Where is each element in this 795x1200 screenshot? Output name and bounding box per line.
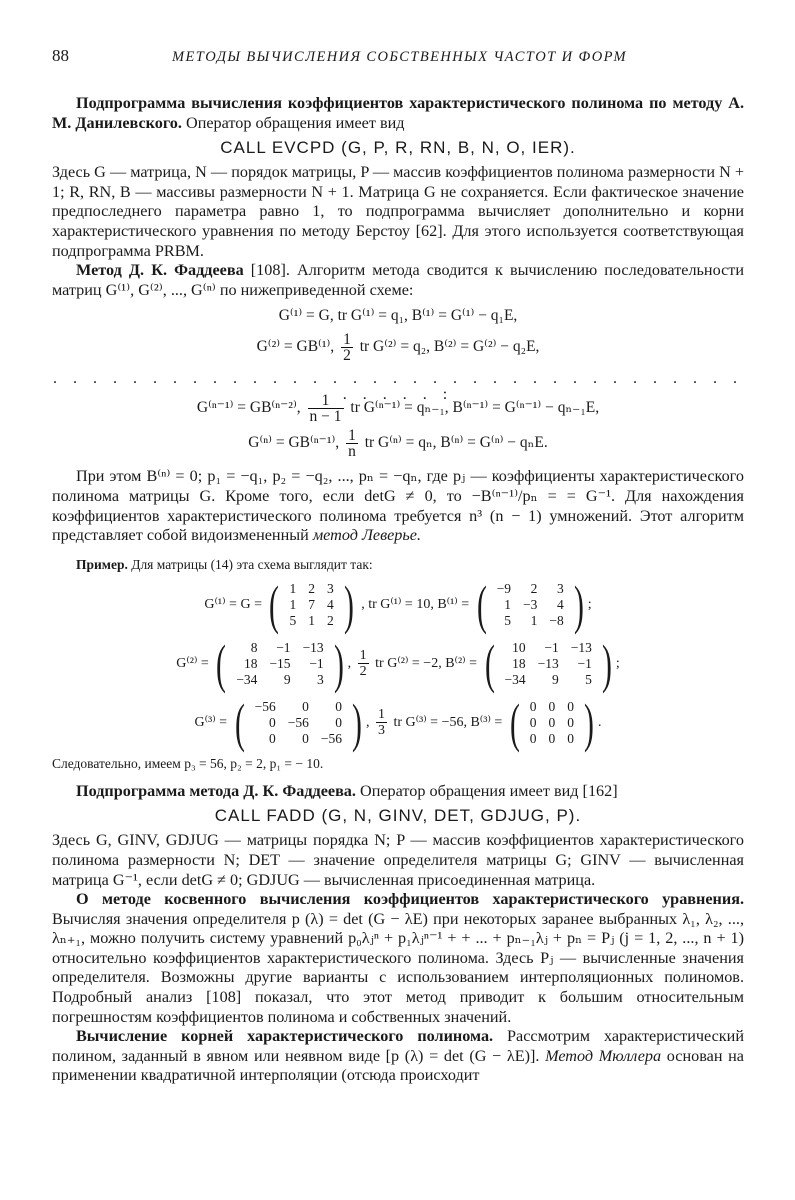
matrix-cell: 5 [585,671,592,687]
section-faddeev: Метод Д. К. Фаддеева [108]. Алгоритм метода сводится к вычислению последовательности матриц G⁽¹⁾, G⁽²⁾, ..., G⁽ⁿ⁾ по нижеприведенной схеме: [52,261,744,299]
page [52,46,744,1086]
matrix-cell: 0 [548,714,556,730]
matrix [473,574,588,635]
matrix-cell: 0 [548,698,556,714]
call-evcpd: CALL EVCPD (G, P, R, RN, B, N, O, IER). [220,138,576,158]
matrix-cell: 2 [530,580,538,596]
section-fadd: Подпрограмма метода Д. К. Фаддеева. Оператор обращения имеет вид [162] [76,781,618,800]
matrix-cell: −1 [276,639,291,655]
matrix-cell: 18 [512,655,526,671]
fraction: $\frac{1}{2}$ [359,648,367,680]
paragraph-faddeev-result: При этом B⁽ⁿ⁾ = 0; p₁ = −q₁, p₂ = −q₂, ..., pₙ = −qₙ, где pⱼ — коэффициенты характеристического полинома матрицы G. Кроме того, если detG ≠ 0, то −B⁽ⁿ⁻¹⁾/pₙ = = G⁻¹. Для нахождения коэффициентов характеристического полинома требуется n³ (n − 1) умножений. Этот алгоритм представляет собой видоизмененный метод Леверье. [52,467,744,545]
matrix-cell: 8 [250,639,258,655]
matrix-cell: −9 [496,580,511,596]
fraction: $\frac{1}{3}$ [377,707,385,739]
page-number: 88 [52,46,69,65]
matrix-cell: 2 [326,612,334,628]
matrix [212,633,347,694]
matrix-cell: 0 [268,730,276,746]
matrix-cell: 0 [567,714,575,730]
matrix-cell: −34 [504,671,526,687]
matrix-cell: −8 [549,612,564,628]
matrix-cell: 0 [302,698,309,714]
matrix-cell: 18 [243,655,258,671]
matrix-cell: −1 [577,655,592,671]
matrix-cell: 1 [289,580,297,596]
fraction: $\frac{1}{n - 1}$ [309,392,342,426]
matrix-cell: −1 [309,655,324,671]
example-row-2: G⁽²⁾ = ( 8 −1 −13 18 −15 −1 −34 9 3 ) , $\frac{1}{2}$ tr G⁽²⁾ = −2, B⁽²⁾ = ( 10 −1 −13 18 −13 −1 −34 9 5 ) ; [176,633,620,694]
matrix-cell: −15 [269,655,291,671]
matrix [506,692,598,753]
matrix-cell: 0 [335,714,342,730]
example-conclusion: Следовательно, имеем p₃ = 56, p₂ = 2, p₁ = − 10. [52,755,324,771]
section-heading: Подпрограмма вычисления коэффициентов характеристического полинома по методу А. М. Данилевского. [52,94,744,132]
paren-right: ) [584,692,594,753]
page-header [52,46,744,76]
section-heading: Подпрограмма метода Д. К. Фаддеева. [76,781,356,800]
paren-left: ( [216,633,227,694]
matrix-cell: −1 [544,639,559,655]
matrix-cell: 1 [504,596,511,612]
matrix-cell: −13 [537,655,559,671]
matrix-cell: 4 [326,596,334,612]
equation-1: G⁽¹⁾ = G, tr G⁽¹⁾ = q₁, B⁽¹⁾ = G⁽¹⁾ − q₁E, [278,307,518,325]
example-row-3: G⁽³⁾ = ( −56 0 0 0 −56 0 0 0 −56 ) , $\frac{1}{3}$ tr G⁽³⁾ = −56, B⁽³⁾ = ( 0 0 0 0 0 0 0 0 0 ) . [194,692,602,753]
paren-right: ) [343,574,354,635]
matrix-cell: 0 [268,714,276,730]
matrix-cell: 9 [283,671,291,687]
ellipsis-row: . . . . . . . . . . . . . . . . . . . . . . . . . . . . . . . . . . . . . . . . : [53,370,743,404]
example-intro: Пример. Для матрицы (14) эта схема выглядит так: [76,556,373,572]
matrix-cell: 10 [512,639,526,655]
paren-right: ) [601,633,612,694]
matrix [265,574,357,635]
paren-right: ) [573,574,584,635]
paren-right: ) [351,692,362,753]
section-danilevsky: Подпрограмма вычисления коэффициентов характеристического полинома по методу А. М. Данилевского. Оператор обращения имеет вид [52,94,744,132]
section-heading: Метод Д. К. Фаддеева [76,261,244,280]
matrix-cell: 5 [289,612,297,628]
matrix-cell: −13 [302,639,324,655]
matrix-cell: 0 [529,714,537,730]
equation-2: G⁽²⁾ = GB⁽¹⁾, $\frac{1}{2}$ tr G⁽²⁾ = q₂, B⁽²⁾ = G⁽²⁾ − q₂E, [256,331,540,365]
paren-left: ( [269,574,280,635]
matrix-cell: 5 [504,612,511,628]
matrix-cell: 1 [530,612,538,628]
equation-4: G⁽ⁿ⁾ = GB⁽ⁿ⁻¹⁾, $\frac{1}{n}$ tr G⁽ⁿ⁾ = qₙ, B⁽ⁿ⁾ = G⁽ⁿ⁾ − qₙE. [248,427,548,461]
matrix-cell: 3 [557,580,564,596]
paren-left: ( [234,692,245,753]
matrix-cell: 9 [552,671,559,687]
matrix-cell: 3 [316,671,324,687]
running-title: МЕТОДЫ ВЫЧИСЛЕНИЯ СОБСТВЕННЫХ ЧАСТОТ И ФОРМ [172,49,627,65]
paren-left: ( [509,692,520,753]
matrix-cell: 1 [308,612,315,628]
matrix-cell: 0 [335,698,342,714]
matrix-cell: 4 [557,596,564,612]
section-indirect: О методе косвенного вычисления коэффициентов характеристического уравнения. Вычисляя значения определителя p (λ) = det (G − λE) при некоторых заранее выбранных λ₁, λ₂, ..., λₙ₊₁, можно получить систему уравнений p₀λⱼⁿ + p₁λⱼⁿ⁻¹ + + ... + pₙ₋₁λⱼ + pₙ = Pⱼ (j = 1, 2, ..., n + 1) относительно коэффициентов характеристического полинома. Здесь Pⱼ — вычисленные значения определителя. Возможны другие варианты с использованием интерполяционных полиномов. Подробный анализ [108] показал, что этот метод приводит к большим относительным погрешностям коэффициентов полинома и собственных значений. [52,890,744,1026]
matrix [481,633,616,694]
example-row-1: G⁽¹⁾ = G = ( 1 2 3 1 7 4 5 1 2 ) , tr G⁽¹⁾ = 10, B⁽¹⁾ = ( −9 2 3 1 −3 4 5 1 −8 ) ; [204,574,592,635]
matrix-cell: 0 [302,730,309,746]
section-roots: Вычисление корней характеристического полинома. Рассмотрим характеристический полином, заданный в явном или неявном виде [p (λ) = det (G − λE)]. Метод Мюллера основан на применении квадратичной интерполяции (отсюда происходит [52,1027,744,1085]
paragraph-evcpd: Здесь G — матрица, N — порядок матрицы, P — массив коэффициентов полинома размерности N + 1; R, RN, B — массивы размерности N + 1. Матрица G не сохраняется. Если фактическое значение предпоследнего параметра равно 1, то подпрограмма вычисляет дополнительно и корни характеристического уравнения по методу Берстоу [62]. Для этого используется соответствующая подпрограмма PRBM. [52,163,744,260]
section-heading: О методе косвенного вычисления коэффициентов характеристического уравнения. [76,890,744,909]
matrix-cell: 0 [529,698,537,714]
matrix-cell: −13 [570,639,592,655]
paren-left: ( [476,574,487,635]
fraction: $\frac{1}{n}$ [348,427,356,461]
matrix [231,692,366,753]
call-fadd: CALL FADD (G, N, GINV, DET, GDJUG, P). [214,806,582,826]
matrix-cell: 0 [567,730,575,746]
paren-left: ( [484,633,495,694]
matrix-cell: 0 [567,698,575,714]
matrix-cell: 3 [326,580,334,596]
matrix-cell: −56 [287,714,309,730]
matrix-cell: 2 [308,580,315,596]
matrix-cell: 0 [548,730,556,746]
equation-3: G⁽ⁿ⁻¹⁾ = GB⁽ⁿ⁻²⁾, $\frac{1}{n - 1}$ tr G⁽ⁿ⁻¹⁾ = qₙ₋₁, B⁽ⁿ⁻¹⁾ = G⁽ⁿ⁻¹⁾ − qₙ₋₁E, [196,392,600,426]
paragraph-fadd: Здесь G, GINV, GDJUG — матрицы порядка N; P — массив коэффициентов характеристического полинома размерности N; DET — значение определителя матрицы G; GINV — вычисленная матрица G⁻¹, если detG ≠ 0; GDJUG — вычисленная присоединенная матрица. [52,831,744,889]
matrix-cell: 1 [289,596,297,612]
matrix-cell: −56 [320,730,342,746]
matrix-cell: −56 [254,698,276,714]
matrix-cell: −3 [523,596,538,612]
section-heading: Вычисление корней характеристического полинома. [76,1027,494,1046]
fraction: $\frac{1}{2}$ [343,331,351,365]
matrix-cell: −34 [236,671,258,687]
matrix-cell: 0 [529,730,537,746]
matrix-cell: 7 [308,596,315,612]
paren-right: ) [333,633,344,694]
